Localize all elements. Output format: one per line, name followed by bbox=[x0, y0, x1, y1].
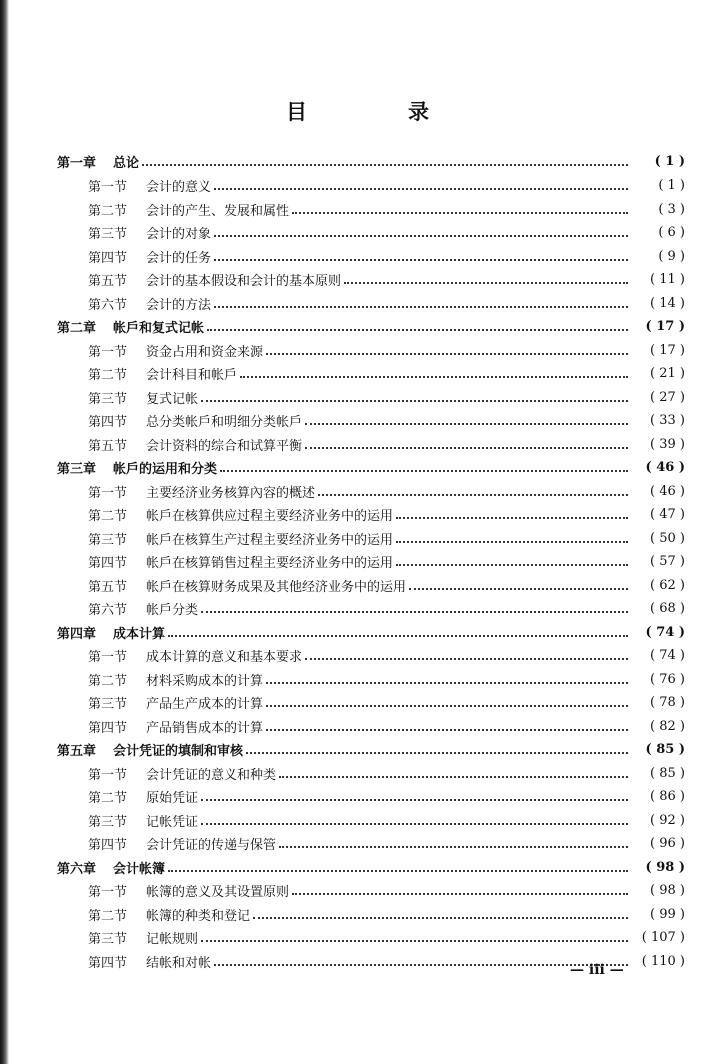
entry-page: ( 1 ) bbox=[658, 177, 685, 193]
entry-page: ( 98 ) bbox=[650, 882, 685, 898]
entry-title: 记帐规则 bbox=[146, 931, 199, 947]
entry-title: 帐戶在核算供应过程主要经济业务中的运用 bbox=[146, 508, 394, 524]
entry-number: 第四节 bbox=[88, 414, 128, 430]
entry-number: 第一节 bbox=[88, 767, 128, 783]
entry-page: ( 47 ) bbox=[650, 506, 685, 522]
entry-title: 帐戶和复式记帐 bbox=[113, 320, 205, 336]
entry-page: ( 78 ) bbox=[650, 694, 685, 710]
entry-number: 第六节 bbox=[88, 602, 128, 618]
entry-title: 会计科目和帐戶 bbox=[146, 367, 238, 383]
entry-page: ( 76 ) bbox=[650, 671, 685, 687]
entry-number: 第三章 bbox=[57, 461, 97, 477]
dot-leader bbox=[318, 494, 628, 496]
entry-page: ( 74 ) bbox=[645, 624, 685, 640]
entry-page: ( 57 ) bbox=[650, 553, 685, 569]
entry-number: 第三节 bbox=[88, 226, 128, 242]
dot-leader bbox=[253, 917, 628, 919]
toc-section[interactable] bbox=[88, 268, 685, 290]
toc-section[interactable] bbox=[88, 386, 685, 408]
toc-section[interactable] bbox=[88, 903, 685, 925]
toc-chapter-4[interactable] bbox=[57, 621, 685, 643]
entry-number: 第二节 bbox=[88, 790, 128, 806]
entry-number: 第五节 bbox=[88, 579, 128, 595]
dot-leader bbox=[201, 611, 628, 613]
entry-title: 帐戶的运用和分类 bbox=[113, 461, 218, 477]
entry-title: 总分类帐戶和明细分类帐戶 bbox=[146, 414, 303, 430]
dot-leader bbox=[142, 164, 628, 166]
toc-section[interactable] bbox=[88, 409, 685, 431]
entry-page: ( 86 ) bbox=[650, 788, 685, 804]
entry-page: ( 17 ) bbox=[650, 342, 685, 358]
entry-number: 第三节 bbox=[88, 931, 128, 947]
dot-leader bbox=[214, 964, 628, 966]
entry-page: ( 50 ) bbox=[650, 530, 685, 546]
entry-page: ( 62 ) bbox=[650, 577, 685, 593]
entry-page: ( 98 ) bbox=[645, 859, 685, 875]
toc-chapter-1[interactable] bbox=[57, 150, 685, 172]
entry-title: 会计凭证的传递与保管 bbox=[146, 837, 277, 853]
entry-title: 会计的基本假设和会计的基本原则 bbox=[146, 273, 342, 289]
dot-leader bbox=[168, 870, 628, 872]
dot-leader bbox=[266, 353, 628, 355]
dot-leader bbox=[305, 658, 628, 660]
entry-number: 第四节 bbox=[88, 720, 128, 736]
entry-number: 第一节 bbox=[88, 344, 128, 360]
entry-page: ( 85 ) bbox=[645, 741, 685, 757]
entry-page: ( 82 ) bbox=[650, 718, 685, 734]
entry-number: 第四节 bbox=[88, 555, 128, 571]
entry-number: 第二节 bbox=[88, 508, 128, 524]
entry-page: ( 110 ) bbox=[641, 953, 685, 969]
entry-page: ( 46 ) bbox=[650, 483, 685, 499]
entry-number: 第二章 bbox=[57, 320, 97, 336]
entry-title: 会计的意义 bbox=[146, 179, 212, 195]
toc-section[interactable] bbox=[88, 597, 685, 619]
entry-number: 第六章 bbox=[57, 861, 97, 877]
dot-leader bbox=[214, 306, 628, 308]
entry-number: 第一节 bbox=[88, 884, 128, 900]
entry-page: ( 33 ) bbox=[650, 412, 685, 428]
dot-leader bbox=[344, 282, 628, 284]
entry-page: ( 1 ) bbox=[654, 153, 685, 169]
toc-section[interactable] bbox=[88, 362, 685, 384]
dot-leader bbox=[246, 752, 628, 754]
toc-section[interactable] bbox=[88, 198, 685, 220]
entry-page: ( 27 ) bbox=[650, 389, 685, 405]
entry-page: ( 68 ) bbox=[650, 600, 685, 616]
toc-section[interactable] bbox=[88, 809, 685, 831]
toc-section[interactable] bbox=[88, 762, 685, 784]
toc-section[interactable] bbox=[88, 245, 685, 267]
dot-leader bbox=[214, 188, 628, 190]
entry-number: 第五节 bbox=[88, 273, 128, 289]
dot-leader bbox=[279, 846, 628, 848]
entry-title: 主要经济业务核算內容的概述 bbox=[146, 485, 316, 501]
page-title: 目 录 bbox=[286, 99, 469, 124]
dot-leader bbox=[305, 447, 628, 449]
toc-section[interactable] bbox=[88, 433, 685, 455]
dot-leader bbox=[168, 635, 628, 637]
toc-section[interactable] bbox=[88, 574, 685, 596]
entry-title: 会计的产生、发展和属性 bbox=[146, 203, 290, 219]
dot-leader bbox=[396, 517, 628, 519]
toc-section[interactable] bbox=[88, 691, 685, 713]
entry-page: ( 74 ) bbox=[650, 647, 685, 663]
toc-section[interactable] bbox=[88, 926, 685, 948]
page-edge-shadow bbox=[0, 0, 9, 1064]
entry-page: ( 3 ) bbox=[658, 201, 685, 217]
entry-page: ( 92 ) bbox=[650, 812, 685, 828]
entry-number: 第一章 bbox=[57, 155, 97, 171]
entry-title: 会计的任务 bbox=[146, 250, 212, 266]
toc-section[interactable] bbox=[88, 715, 685, 737]
toc-section[interactable] bbox=[88, 668, 685, 690]
entry-title: 会计的方法 bbox=[146, 297, 212, 313]
toc-chapter-5[interactable] bbox=[57, 738, 685, 760]
entry-number: 第一节 bbox=[88, 179, 128, 195]
toc-section[interactable] bbox=[88, 174, 685, 196]
entry-title: 原始凭证 bbox=[146, 790, 199, 806]
entry-number: 第三节 bbox=[88, 814, 128, 830]
dot-leader bbox=[207, 329, 628, 331]
entry-number: 第三节 bbox=[88, 532, 128, 548]
dot-leader bbox=[240, 376, 628, 378]
dot-leader bbox=[305, 423, 628, 425]
toc-section[interactable] bbox=[88, 221, 685, 243]
dot-leader bbox=[214, 235, 628, 237]
toc-section[interactable] bbox=[88, 339, 685, 361]
entry-number: 第一节 bbox=[88, 649, 128, 665]
entry-number: 第三节 bbox=[88, 391, 128, 407]
entry-page: ( 96 ) bbox=[650, 835, 685, 851]
entry-title: 会计资料的综合和试算平衡 bbox=[146, 438, 303, 454]
dot-leader bbox=[266, 705, 628, 707]
entry-page: ( 39 ) bbox=[650, 436, 685, 452]
page-number-footer: — iii — bbox=[570, 962, 624, 978]
dot-leader bbox=[292, 893, 628, 895]
toc-section[interactable] bbox=[88, 879, 685, 901]
dot-leader bbox=[409, 588, 628, 590]
dot-leader bbox=[396, 541, 628, 543]
entry-number: 第四节 bbox=[88, 955, 128, 971]
toc-chapter-6[interactable] bbox=[57, 856, 685, 878]
toc-section[interactable] bbox=[88, 527, 685, 549]
entry-number: 第二节 bbox=[88, 908, 128, 924]
toc-section[interactable] bbox=[88, 550, 685, 572]
dot-leader bbox=[201, 400, 628, 402]
entry-page: ( 85 ) bbox=[650, 765, 685, 781]
entry-page: ( 9 ) bbox=[658, 248, 685, 264]
toc-section[interactable] bbox=[88, 644, 685, 666]
dot-leader bbox=[201, 823, 628, 825]
entry-number: 第五节 bbox=[88, 438, 128, 454]
entry-title: 帐戶分类 bbox=[146, 602, 199, 618]
entry-title: 会计帐簿 bbox=[113, 861, 166, 877]
toc-section[interactable] bbox=[88, 480, 685, 502]
entry-number: 第三节 bbox=[88, 696, 128, 712]
entry-number: 第二节 bbox=[88, 367, 128, 383]
entry-title: 材料采购成本的计算 bbox=[146, 673, 264, 689]
dot-leader bbox=[214, 259, 628, 261]
entry-page: ( 46 ) bbox=[645, 459, 685, 475]
entry-number: 第四章 bbox=[57, 626, 97, 642]
toc-section[interactable] bbox=[88, 503, 685, 525]
entry-number: 第四节 bbox=[88, 250, 128, 266]
entry-title: 会计的对象 bbox=[146, 226, 212, 242]
entry-title: 记帐凭证 bbox=[146, 814, 199, 830]
dot-leader bbox=[396, 564, 628, 566]
entry-title: 帐簿的意义及其设置原则 bbox=[146, 884, 290, 900]
entry-title: 帐戶在核算生产过程主要经济业务中的运用 bbox=[146, 532, 394, 548]
entry-title: 产品销售成本的计算 bbox=[146, 720, 264, 736]
entry-page: ( 11 ) bbox=[650, 271, 685, 287]
entry-title: 结帐和对帐 bbox=[146, 955, 212, 971]
entry-number: 第一节 bbox=[88, 485, 128, 501]
dot-leader bbox=[266, 729, 628, 731]
entry-number: 第五章 bbox=[57, 743, 97, 759]
entry-page: ( 99 ) bbox=[650, 906, 685, 922]
entry-page: ( 107 ) bbox=[641, 929, 685, 945]
toc-section[interactable] bbox=[88, 292, 685, 314]
entry-title: 帐戶在核算财务成果及其他经济业务中的运用 bbox=[146, 579, 407, 595]
toc-chapter-3[interactable] bbox=[57, 456, 685, 478]
entry-title: 复式记帐 bbox=[146, 391, 199, 407]
entry-title: 帐簿的种类和登记 bbox=[146, 908, 251, 924]
dot-leader bbox=[266, 682, 628, 684]
entry-title: 成本计算的意义和基本要求 bbox=[146, 649, 303, 665]
entry-title: 会计凭证的填制和审核 bbox=[113, 743, 244, 759]
entry-page: ( 17 ) bbox=[645, 318, 685, 334]
entry-page: ( 6 ) bbox=[658, 224, 685, 240]
entry-title: 会计凭证的意义和种类 bbox=[146, 767, 277, 783]
toc-section[interactable] bbox=[88, 785, 685, 807]
entry-page: ( 21 ) bbox=[650, 365, 685, 381]
dot-leader bbox=[201, 799, 628, 801]
entry-title: 成本计算 bbox=[113, 626, 166, 642]
entry-title: 帐戶在核算销售过程主要经济业务中的运用 bbox=[146, 555, 394, 571]
entry-number: 第二节 bbox=[88, 203, 128, 219]
entry-number: 第二节 bbox=[88, 673, 128, 689]
entry-title: 产品生产成本的计算 bbox=[146, 696, 264, 712]
entry-page: ( 14 ) bbox=[650, 295, 685, 311]
entry-number: 第四节 bbox=[88, 837, 128, 853]
dot-leader bbox=[292, 212, 628, 214]
entry-title: 总论 bbox=[113, 155, 140, 171]
dot-leader bbox=[201, 940, 628, 942]
dot-leader bbox=[220, 470, 628, 472]
dot-leader bbox=[279, 776, 628, 778]
entry-title: 资金占用和资金来源 bbox=[146, 344, 264, 360]
toc-chapter-2[interactable] bbox=[57, 315, 685, 337]
toc-section[interactable] bbox=[88, 832, 685, 854]
entry-number: 第六节 bbox=[88, 297, 128, 313]
